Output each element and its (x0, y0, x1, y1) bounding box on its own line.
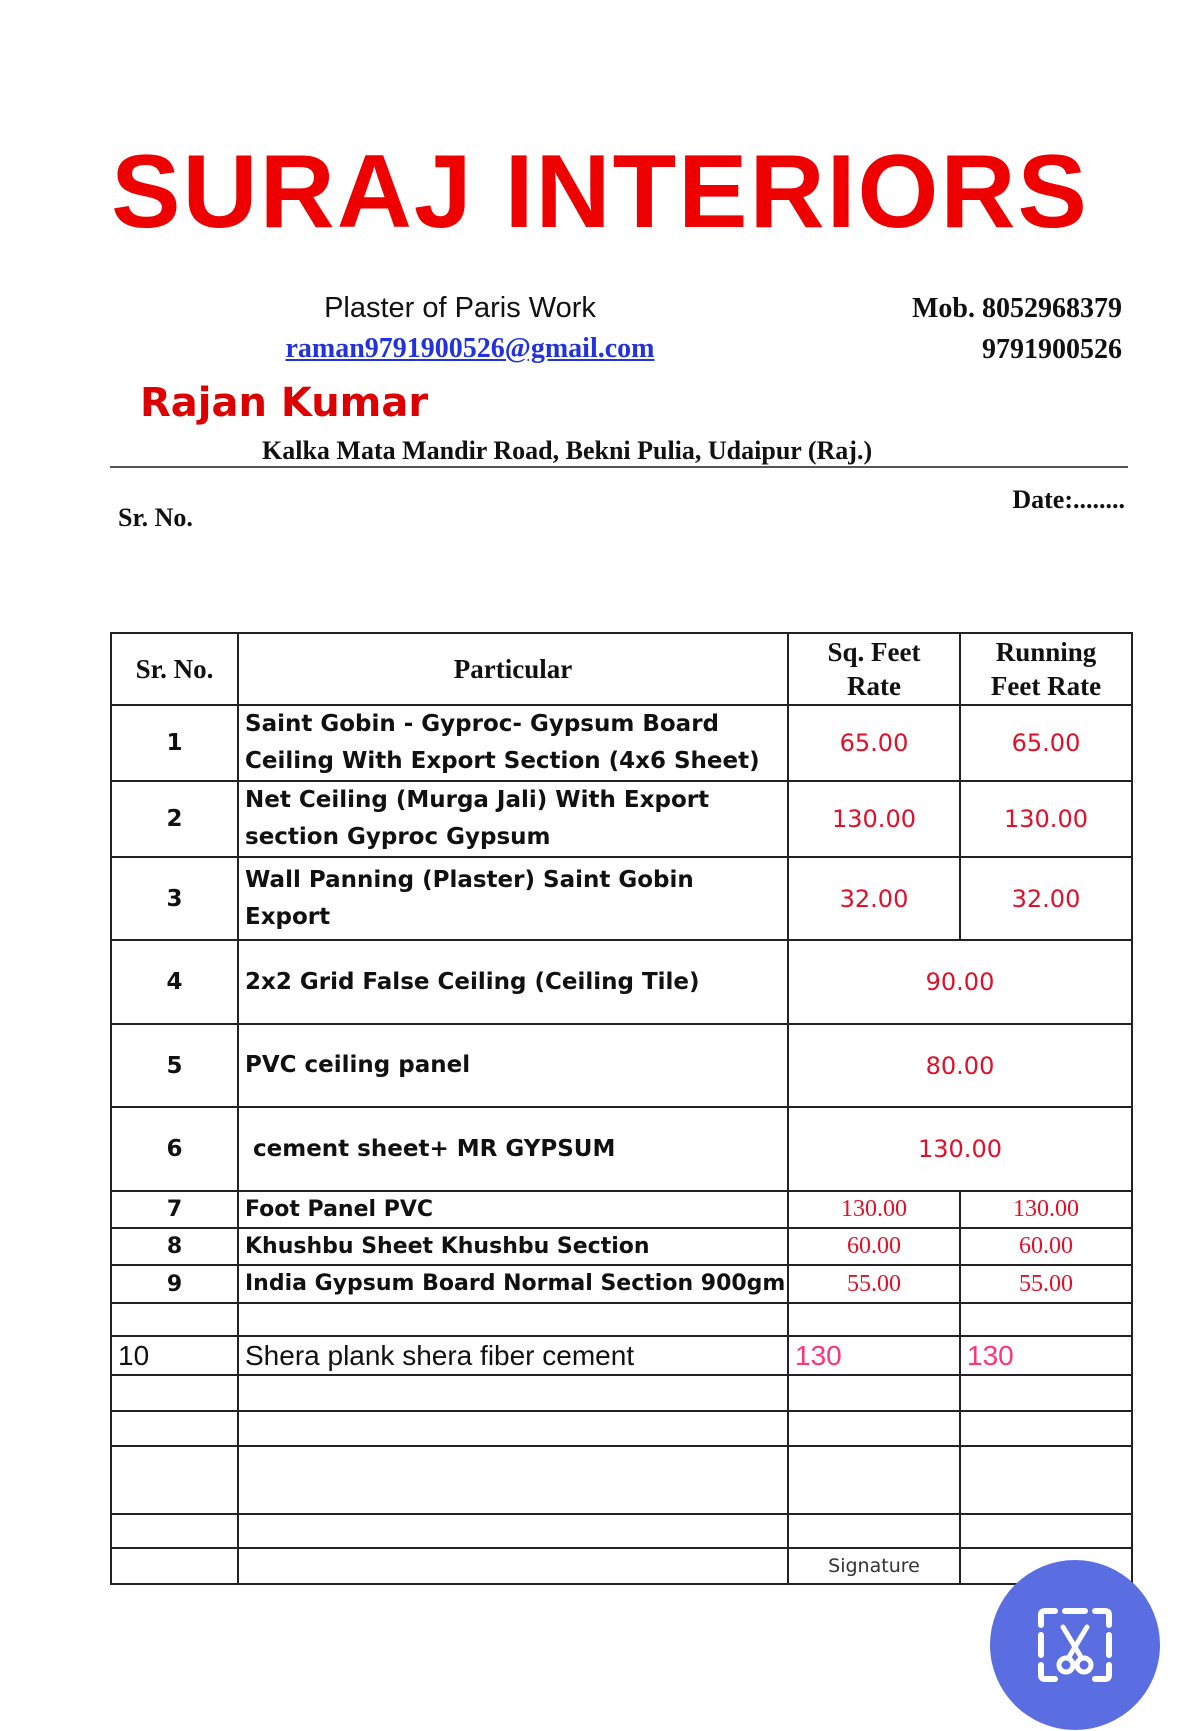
table-row (111, 857, 1132, 940)
row-sq-feet-rate: 32.00 (788, 857, 960, 940)
row-particular: India Gypsum Board Normal Section 900gm (238, 1265, 788, 1303)
row-sq-feet-rate: 130 (788, 1336, 960, 1375)
row-running-feet-rate: 130.00 (960, 781, 1132, 857)
rate-table (110, 632, 1133, 1585)
empty-cell (111, 1375, 238, 1411)
table-row (111, 940, 1132, 1024)
table-row-empty (111, 1375, 1132, 1411)
empty-cell (788, 1446, 960, 1514)
row-particular: Foot Panel PVC (238, 1191, 788, 1228)
empty-cell (238, 1303, 788, 1336)
table-row (111, 1336, 1132, 1375)
table-row (111, 1228, 1132, 1265)
row-particular: Khushbu Sheet Khushbu Section (238, 1228, 788, 1265)
signature-row (111, 1548, 1132, 1584)
header-running-rate-line1: Running (995, 637, 1097, 667)
row-number: 3 (111, 857, 238, 940)
row-running-feet-rate: 130 (960, 1336, 1132, 1375)
screenshot-scissors-icon (1035, 1605, 1115, 1685)
signature-label: Signature (788, 1548, 960, 1584)
service-line: Plaster of Paris Work (324, 292, 596, 324)
email-link[interactable]: raman9791900526@gmail.com (285, 333, 655, 364)
row-particular: Shera plank shera fiber cement (238, 1336, 788, 1375)
row-number: 2 (111, 781, 238, 857)
empty-cell (238, 1446, 788, 1514)
empty-cell (788, 1514, 960, 1548)
table-row (111, 705, 1132, 781)
table-row-empty (111, 1411, 1132, 1446)
row-combined-rate: 130.00 (788, 1107, 1132, 1191)
particular-line2: section Gyproc Gypsum (245, 824, 551, 850)
empty-cell (238, 1548, 788, 1584)
empty-cell (111, 1548, 238, 1584)
mobile-number-1: Mob. 8052968379 (912, 293, 1122, 324)
empty-cell (238, 1514, 788, 1548)
table-row (111, 1024, 1132, 1107)
address: Kalka Mata Mandir Road, Bekni Pulia, Udaipur (Raj.) (262, 436, 873, 465)
row-running-feet-rate: 32.00 (960, 857, 1132, 940)
header-sq-feet-rate-line2: Rate (847, 671, 901, 701)
empty-cell (788, 1375, 960, 1411)
row-particular: cement sheet+ MR GYPSUM (238, 1107, 788, 1191)
table-row-empty (111, 1446, 1132, 1514)
mobile-number-2: 9791900526 (982, 334, 1122, 365)
empty-cell (960, 1446, 1132, 1514)
table-row (111, 1265, 1132, 1303)
empty-cell (111, 1514, 238, 1548)
row-particular (238, 781, 788, 857)
row-particular: PVC ceiling panel (238, 1024, 788, 1107)
owner-name: Rajan Kumar (140, 380, 429, 426)
row-running-feet-rate: 130.00 (960, 1191, 1132, 1228)
table-row (111, 1191, 1132, 1228)
header-sq-feet-rate (788, 633, 960, 705)
empty-cell (960, 1375, 1132, 1411)
empty-cell (960, 1411, 1132, 1446)
table-row (111, 781, 1132, 857)
company-title: SURAJ INTERIORS (111, 134, 1089, 250)
row-combined-rate: 80.00 (788, 1024, 1132, 1107)
row-number: 7 (111, 1191, 238, 1228)
serial-number-label: Sr. No. (118, 503, 193, 532)
row-combined-rate: 90.00 (788, 940, 1132, 1024)
row-particular: Wall Panning (Plaster) Saint Gobin Export (238, 857, 788, 940)
empty-cell (238, 1375, 788, 1411)
particular-line1: Saint Gobin - Gyproc- Gypsum Board (245, 711, 720, 737)
particular-line1: Net Ceiling (Murga Jali) With Export (245, 787, 710, 813)
header-divider (110, 466, 1128, 468)
empty-cell (960, 1303, 1132, 1336)
empty-cell (111, 1303, 238, 1336)
header-running-feet-rate (960, 633, 1132, 705)
row-number: 6 (111, 1107, 238, 1191)
empty-cell (111, 1411, 238, 1446)
row-sq-feet-rate: 60.00 (788, 1228, 960, 1265)
row-running-feet-rate: 55.00 (960, 1265, 1132, 1303)
header-running-rate-line2: Feet Rate (990, 671, 1102, 701)
table-row-empty (111, 1303, 1132, 1336)
row-sq-feet-rate: 130.00 (788, 781, 960, 857)
row-sq-feet-rate: 65.00 (788, 705, 960, 781)
row-number: 8 (111, 1228, 238, 1265)
particular-line2: Ceiling With Export Section (4x6 Sheet) (245, 748, 760, 774)
row-number: 9 (111, 1265, 238, 1303)
table-row (111, 1107, 1132, 1191)
row-sq-feet-rate: 55.00 (788, 1265, 960, 1303)
screenshot-button[interactable] (990, 1560, 1160, 1730)
table-header-row (111, 633, 1132, 705)
empty-cell (788, 1411, 960, 1446)
row-particular (238, 705, 788, 781)
header-sq-feet-rate-line1: Sq. Feet (827, 637, 921, 667)
row-particular: 2x2 Grid False Ceiling (Ceiling Tile) (238, 940, 788, 1024)
date-label: Date:........ (1012, 485, 1125, 514)
row-sq-feet-rate: 130.00 (788, 1191, 960, 1228)
row-running-feet-rate: 60.00 (960, 1228, 1132, 1265)
empty-cell (788, 1303, 960, 1336)
header-particular: Particular (238, 633, 788, 705)
row-number: 4 (111, 940, 238, 1024)
empty-cell (238, 1411, 788, 1446)
row-number: 1 (111, 705, 238, 781)
row-running-feet-rate: 65.00 (960, 705, 1132, 781)
header-sr-no: Sr. No. (111, 633, 238, 705)
row-number: 10 (111, 1336, 238, 1375)
empty-cell (960, 1514, 1132, 1548)
table-row-empty (111, 1514, 1132, 1548)
empty-cell (111, 1446, 238, 1514)
row-number: 5 (111, 1024, 238, 1107)
